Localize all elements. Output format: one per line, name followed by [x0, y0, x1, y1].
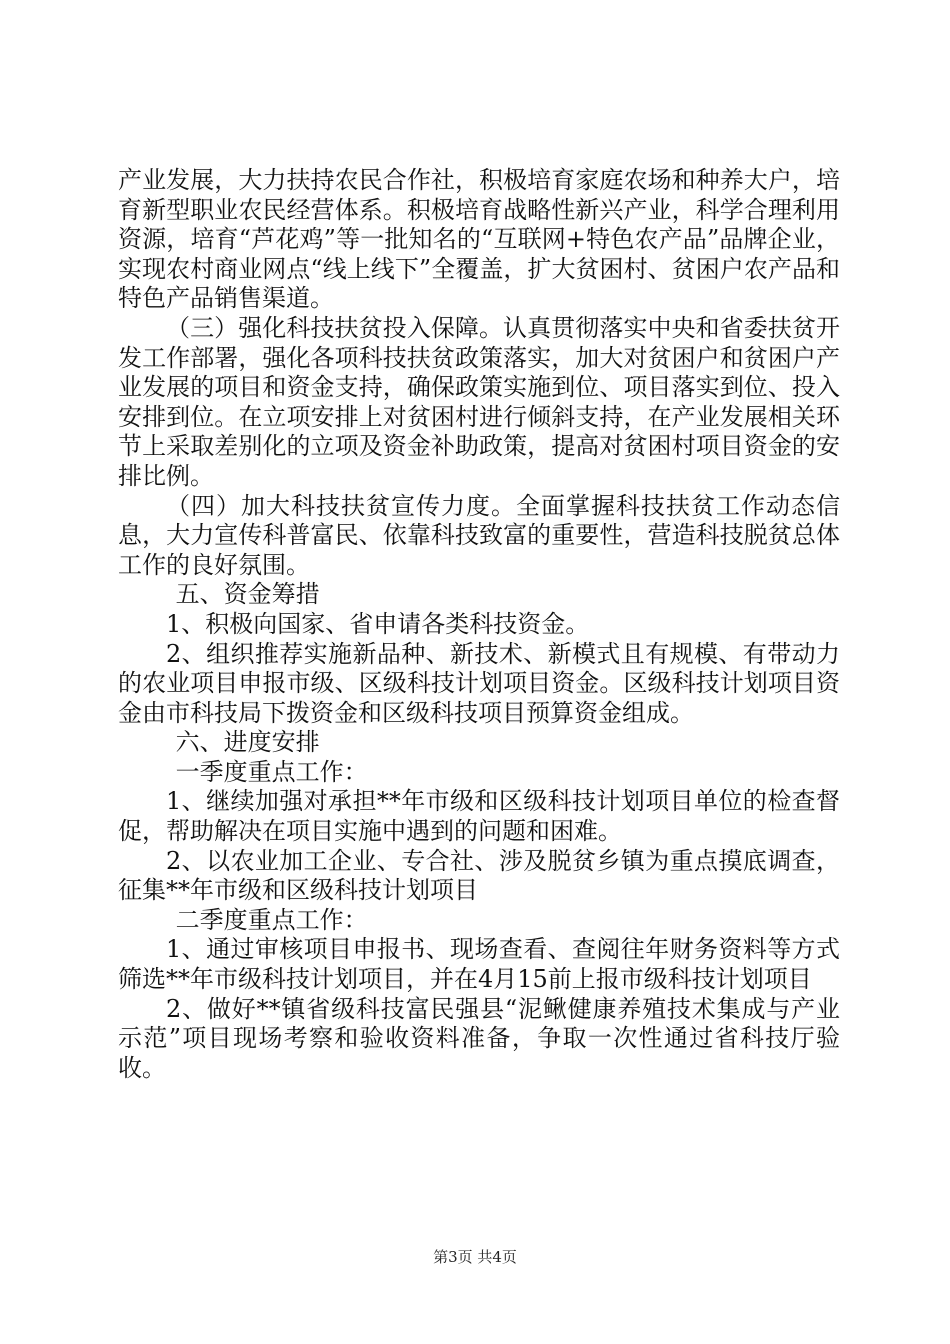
paragraph-funding-2: 2、组织推荐实施新品种、新技术、新模式且有规模、有带动力的农业项目申报市级、区级科技计划项目资金。区级科技计划项目资金由市科技局下拨资金和区级科技项目预算资金组成。 [118, 639, 840, 727]
paragraph-q2-item-1: 1、通过审核项目申报书、现场查看、查阅往年财务资料等方式筛选**年市级科技计划项目，并在4月15前上报市级科技计划项目 [118, 935, 840, 994]
paragraph-funding-1: 1、积极向国家、省申请各类科技资金。 [166, 609, 590, 638]
paragraph-industry-development: 产业发展，大力扶持农民合作社，积极培育家庭农场和种养大户，培育新型职业农民经营体系。积极培育战略性新兴产业，科学合理利用资源，培育“芦花鸡”等一批知名的“互联网+特色农产品”品牌企业，实现农村商业网点“线上线下”全覆盖，扩大贫困村、贫困户农产品和特色产品销售渠道。 [118, 166, 840, 313]
heading-q2: 二季度重点工作： [175, 905, 368, 934]
heading-funding: 五、资金筹措 [175, 580, 320, 609]
heading-q1: 一季度重点工作： [175, 757, 368, 786]
document-body [118, 166, 840, 1083]
paragraph-q2-item-2: 2、做好**镇省级科技富民强县“泥鳅健康养殖技术集成与产业示范”项目现场考察和验收资料准备，争取一次性通过省科技厅验收。 [118, 994, 840, 1082]
page-number-footer: 第3页 共4页 [433, 1248, 517, 1266]
paragraph-section-3: （三）强化科技扶贫投入保障。认真贯彻落实中央和省委扶贫开发工作部署，强化各项科技扶贫政策落实，加大对贫困户和贫困户产业发展的项目和资金支持，确保政策实施到位、项目落实到位、投入安排到位。在立项安排上对贫困村进行倾斜支持，在产业发展相关环节上采取差别化的立项及资金补助政策，提高对贫困村项目资金的安排比例。 [118, 313, 840, 490]
paragraph-q1-item-2: 2、以农业加工企业、专合社、涉及脱贫乡镇为重点摸底调查，征集**年市级和区级科技计划项目 [118, 846, 840, 905]
heading-schedule: 六、进度安排 [175, 728, 320, 757]
paragraph-q1-item-1: 1、继续加强对承担**年市级和区级科技计划项目单位的检查督促，帮助解决在项目实施中遇到的问题和困难。 [118, 787, 840, 846]
paragraph-section-4: （四）加大科技扶贫宣传力度。全面掌握科技扶贫工作动态信息，大力宣传科普富民、依靠科技致富的重要性，营造科技脱贫总体工作的良好氛围。 [118, 491, 840, 579]
